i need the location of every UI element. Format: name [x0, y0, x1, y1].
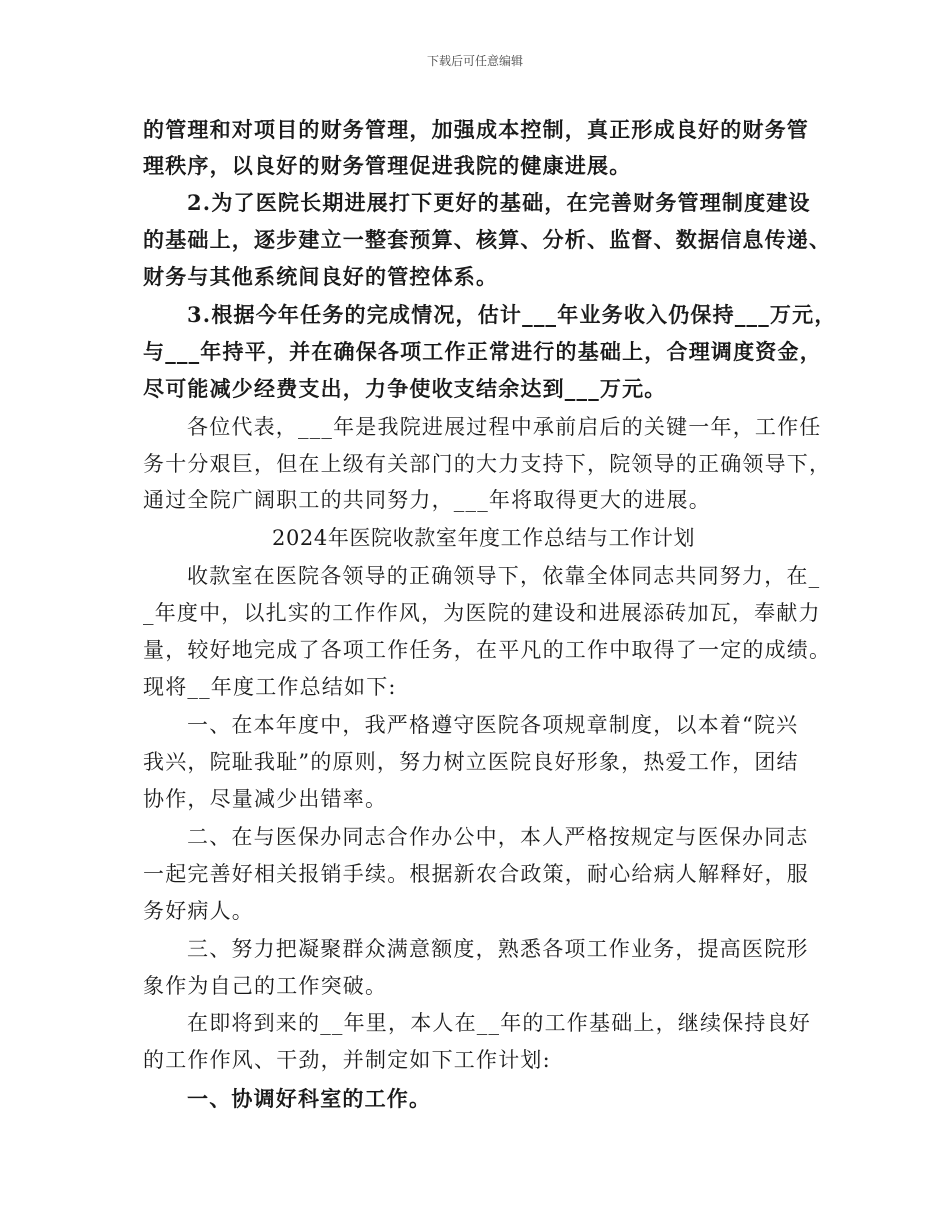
text-line: 财务与其他系统间良好的管控体系。 [143, 264, 499, 289]
text-line: 量，较好地完成了各项工作任务，在平凡的工作中取得了一定的成绩。 [143, 638, 832, 662]
text-line: 理秩序，以良好的财务管理促进我院的健康进展。 [143, 153, 632, 178]
text-line: 与___年持平，并在确保各项工作正常进行的基础上，合理调度资金， [143, 339, 822, 364]
text-line: 协作，尽量减少出错率。 [143, 787, 388, 811]
heading-line: 一、协调好科室的工作。 [187, 1086, 432, 1111]
text-line: 务好病人。 [143, 899, 254, 923]
text-line: 一、在本年度中，我严格遵守医院各项规章制度，以本着“院兴 [187, 713, 799, 737]
text-line: 在即将到来的__年里，本人在__年的工作基础上，继续保持良好 [187, 1011, 811, 1035]
text-line: 的基础上，逐步建立一整套预算、核算、分析、监督、数据信息传递、 [143, 227, 832, 252]
text-line: _年度中，以扎实的工作作风，为医院的建设和进展添砖加瓦，奉献力 [143, 601, 821, 625]
text-line: 收款室在医院各领导的正确领导下，依靠全体同志共同努力，在_ [187, 564, 821, 588]
section-title: 2024年医院收款室年度工作总结与工作计划 [272, 526, 696, 550]
text-line: 象作为自己的工作突破。 [143, 974, 388, 998]
page-header: 下载后可任意编辑 [426, 54, 523, 68]
text-line: 通过全院广阔职工的共同努力，___年将取得更大的进展。 [143, 488, 711, 512]
text-line: 三、努力把凝聚群众满意额度，熟悉各项工作业务，提高医院形 [187, 937, 809, 961]
text-line: 的工作作风、干劲，并制定如下工作计划: [143, 1048, 551, 1072]
text-line: 一起完善好相关报销手续。根据新农合政策，耐心给病人解释好，服 [143, 862, 809, 886]
text-line: 尽可能减少经费支出，力争使收支结余达到___万元。 [143, 376, 667, 401]
text-line: 2.为了医院长期进展打下更好的基础，在完善财务管理制度建设 [187, 190, 811, 215]
text-line: 务十分艰巨，但在上级有关部门的大力支持下，院领导的正确领导下， [143, 452, 832, 476]
text-line: 现将__年度工作总结如下: [143, 675, 397, 699]
text-line: 3.根据今年任务的完成情况，估计___年业务收入仍保持___万元， [187, 302, 837, 327]
text-line: 的管理和对项目的财务管理，加强成本控制，真正形成良好的财务管 [143, 117, 809, 142]
text-line: 各位代表，___年是我院进展过程中承前启后的关键一年，工作任 [187, 415, 822, 439]
text-line: 二、在与医保办同志合作办公中，本人严格按规定与医保办同志 [187, 825, 809, 849]
text-line: 我兴，院耻我耻”的原则，努力树立医院良好形象，热爱工作，团结 [143, 750, 799, 774]
